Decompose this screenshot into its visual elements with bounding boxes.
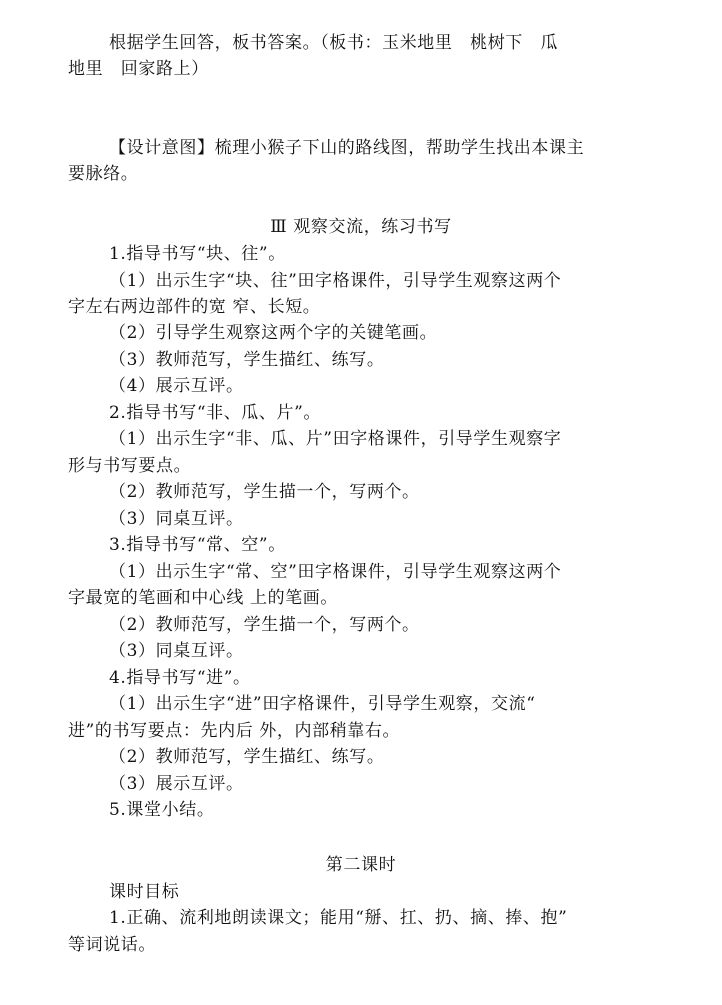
list-item: 3.指导书写“常、空”。 xyxy=(109,535,286,555)
list-item: （1）出示生字“进”田字格课件，引导学生观察，交流“ xyxy=(109,694,536,714)
list-item: 5.课堂小结。 xyxy=(109,800,215,820)
list-item: （3）同桌互评。 xyxy=(109,641,244,661)
section-heading: Ⅲ 观察交流，练习书写 xyxy=(270,217,452,237)
list-item: （3）同桌互评。 xyxy=(109,509,244,529)
paragraph-line: 【设计意图】梳理小猴子下山的路线图，帮助学生找出本课主 xyxy=(109,138,585,158)
list-item: 形与书写要点。 xyxy=(68,456,192,476)
subheading: 课时目标 xyxy=(109,882,180,902)
list-item: （2）教师范写，学生描一个，写两个。 xyxy=(109,615,420,635)
paragraph-line: 根据学生回答，板书答案。（板书：玉米地里 桃树下 瓜 xyxy=(109,33,559,53)
list-item: 1.正确、流利地朗读课文；能用“掰、扛、扔、摘、捧、抱” xyxy=(109,908,568,928)
paragraph-line: 地里 回家路上） xyxy=(68,59,209,79)
list-item: （2）教师范写，学生描一个，写两个。 xyxy=(109,482,420,502)
list-item: （1）出示生字“非、瓜、片”田字格课件，引导学生观察字 xyxy=(109,429,562,449)
lesson-heading: 第二课时 xyxy=(325,855,397,875)
list-item: 字左右两边部件的宽 窄、长短。 xyxy=(68,297,321,317)
list-item: （4）展示互评。 xyxy=(109,376,244,396)
list-item: 进”的书写要点：先内后 外，内部稍靠右。 xyxy=(68,721,401,741)
list-item: 1.指导书写“块、往”。 xyxy=(109,244,286,264)
list-item: 2.指导书写“非、瓜、片”。 xyxy=(109,403,322,423)
list-item: （1）出示生字“块、往”田字格课件，引导学生观察这两个 xyxy=(109,271,562,291)
list-item: （3）展示互评。 xyxy=(109,774,244,794)
paragraph-line: 要脉络。 xyxy=(68,164,139,184)
list-item: （2）教师范写，学生描红、练写。 xyxy=(109,747,385,767)
list-item: （2）引导学生观察这两个字的关键笔画。 xyxy=(109,323,438,343)
list-item: 等词说话。 xyxy=(68,935,156,955)
list-item: （1）出示生字“常、空”田字格课件，引导学生观察这两个 xyxy=(109,562,562,582)
list-item: 字最宽的笔画和中心线 上的笔画。 xyxy=(68,588,339,608)
list-item: （3）教师范写，学生描红、练写。 xyxy=(109,350,385,370)
list-item: 4.指导书写“进”。 xyxy=(109,668,251,688)
